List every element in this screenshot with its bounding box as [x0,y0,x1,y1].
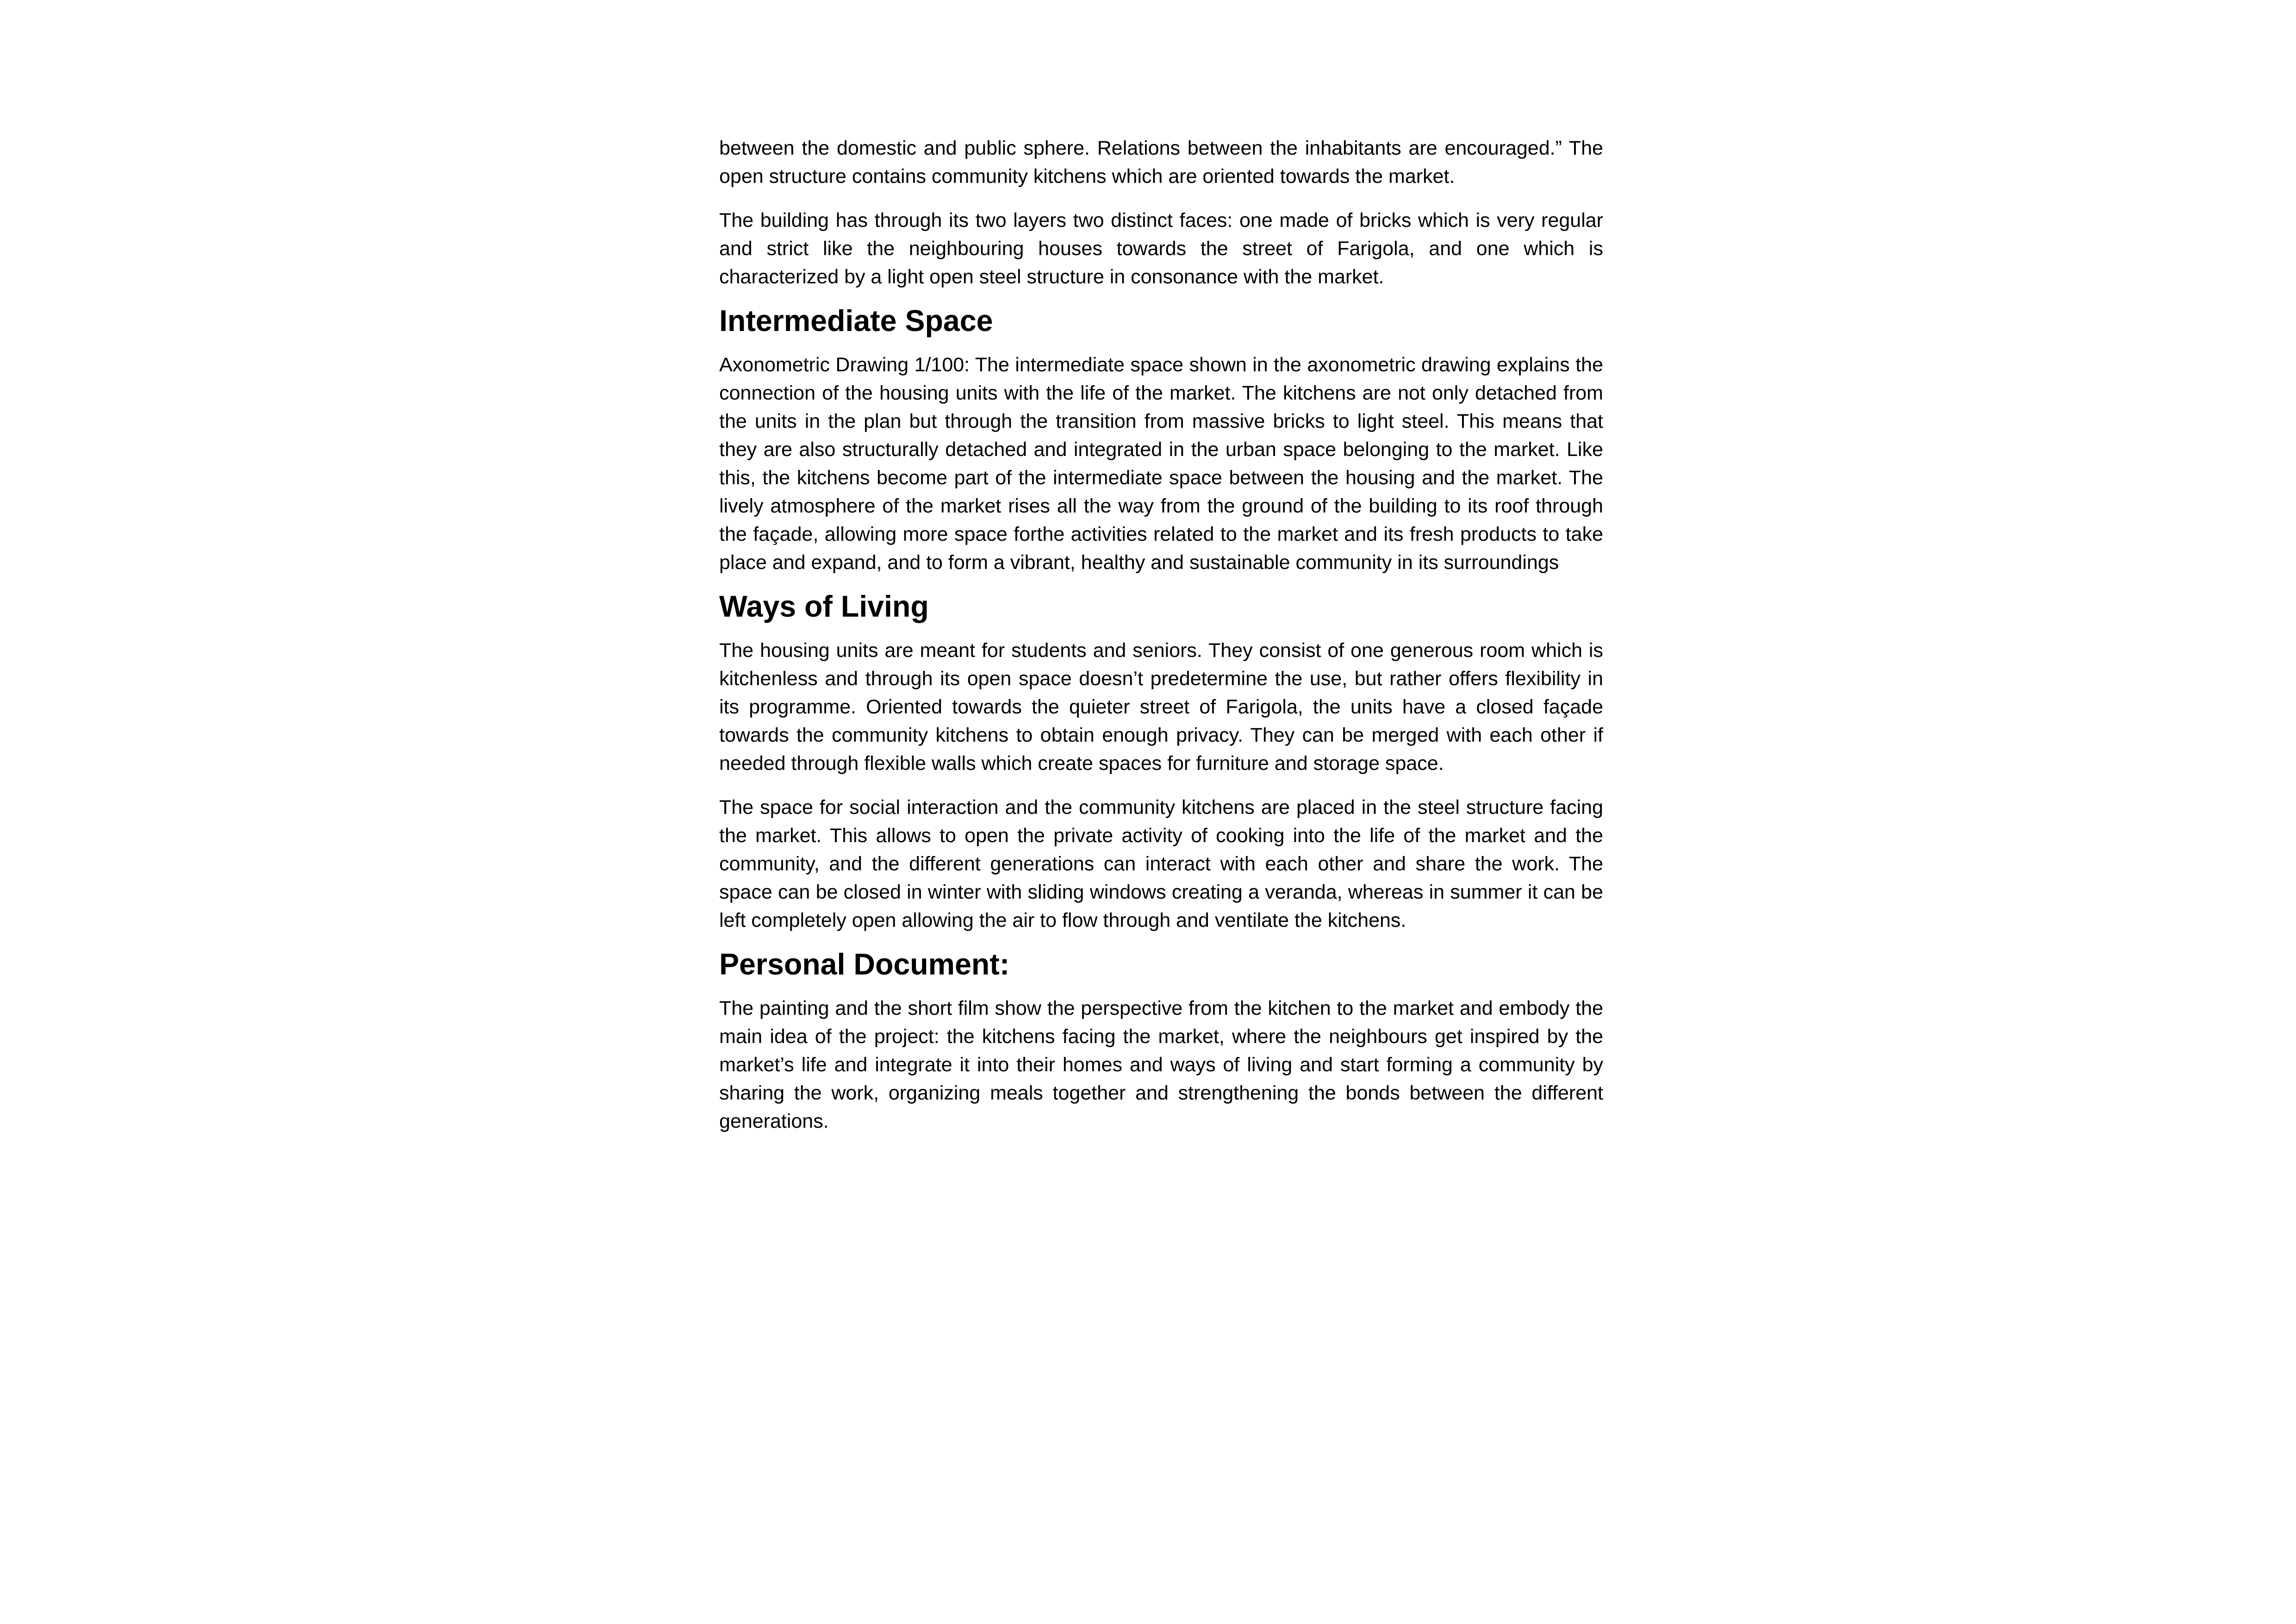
document-body [719,134,1603,1151]
heading-ways-of-living: Ways of Living [719,590,929,623]
paragraph-axonometric-drawing: Axonometric Drawing 1/100: The intermediate space shown in the axonometric drawing explains the connection of the housing units with the life of the market. The kitchens are not only detached from the units in the plan but through the transition from massive bricks to light steel. This means that they are also structurally detached and integrated in the urban space belonging to the market. Like this, the kitchens become part of the intermediate space between the housing and the market. The lively atmosphere of the market rises all the way from the ground of the building to its roof through the façade, allowing more space forthe activities related to the market and its fresh products to take place and expand, and to form a vibrant, healthy and sustainable community in its surroundings [719,354,1603,574]
paragraph-domestic-public: between the domestic and public sphere. Relations between the inhabitants are encouraged.” The open structure contains community kitchens which are oriented towards the market. [719,137,1603,187]
heading-personal-document: Personal Document: [719,948,1010,981]
paragraph-two-faces: The building has through its two layers two distinct faces: one made of bricks which is very regular and strict like the neighbouring houses towards the street of Farigola, and one which is characterized by a light open steel structure in consonance with the market. [719,209,1603,288]
heading-intermediate-space: Intermediate Space [719,304,993,337]
paragraph-painting-short-film: The painting and the short film show the perspective from the kitchen to the market and embody the main idea of the project: the kitchens facing the market, where the neighbours get inspired by the market’s life and integrate it into their homes and ways of living and start forming a community by sharing the work, organizing meals together and strengthening the bonds between the different generations. [719,997,1603,1132]
paragraph-social-interaction: The space for social interaction and the community kitchens are placed in the steel structure facing the market. This allows to open the private activity of cooking into the life of the market and the community, and the different generations can interact with each other and share the work. The space can be closed in winter with sliding windows creating a veranda, whereas in summer it can be left completely open allowing the air to flow through and ventilate the kitchens. [719,796,1603,931]
paragraph-housing-units: The housing units are meant for students and seniors. They consist of one generous room which is kitchenless and through its open space doesn’t predetermine the use, but rather offers flexibility in its programme. Oriented towards the quieter street of Farigola, the units have a closed façade towards the community kitchens to obtain enough privacy. They can be merged with each other if needed through flexible walls which create spaces for furniture and storage space. [719,639,1603,775]
